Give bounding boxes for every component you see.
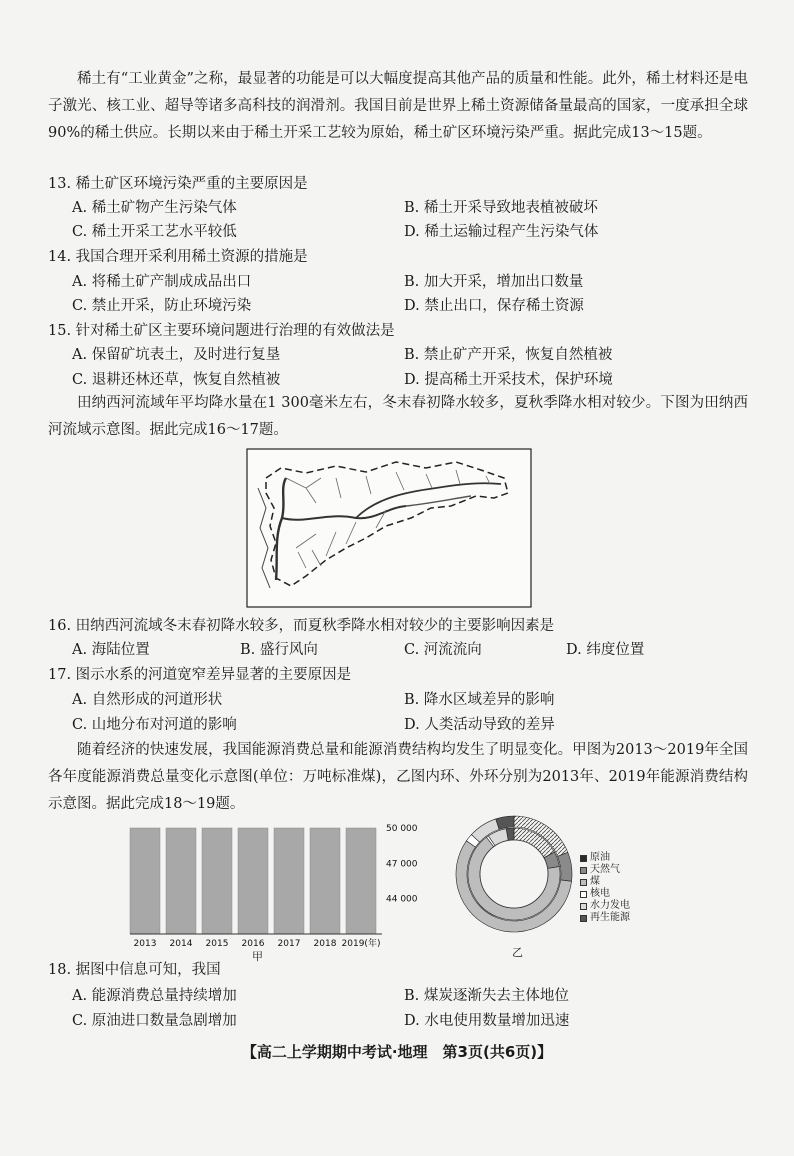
question-16-stem: 16. 田纳西河流域冬末春初降水较多，而夏秋季降水相对较少的主要影响因素是 xyxy=(48,618,555,634)
legend-label-nuclear: 核电 xyxy=(590,888,610,899)
bar-2015 xyxy=(202,828,232,934)
energy-consumption-chart xyxy=(124,822,424,962)
page-footer: 【高二上学期期中考试·地理 第3页(共6页)】 xyxy=(241,1043,553,1061)
question-14-stem: 14. 我国合理开采利用稀土资源的措施是 xyxy=(48,249,308,265)
y-tick-labels-group xyxy=(386,824,418,905)
q15-option-c: C. 退耕还林还草，恢复自然植被 xyxy=(72,372,281,388)
q18-option-b: B. 煤炭逐渐失去主体地位 xyxy=(404,988,569,1004)
q16-option-c: C. 河流流向 xyxy=(404,642,482,658)
x-tick-2014: 2014 xyxy=(169,939,193,949)
q14-option-c: C. 禁止开采，防止环境污染 xyxy=(72,298,252,314)
q16-option-d: D. 纬度位置 xyxy=(566,642,645,658)
energy-structure-donut xyxy=(454,814,574,934)
q14-option-a: A. 将稀土矿产制成成品出口 xyxy=(72,274,252,290)
q16-option-a: A. 海陆位置 xyxy=(72,642,150,658)
y-tick-0: 44 000 xyxy=(386,894,418,905)
legend-item-renewable xyxy=(580,912,630,924)
question-15-stem: 15. 针对稀土矿区主要环境问题进行治理的有效做法是 xyxy=(48,323,395,339)
q17-option-d: D. 人类活动导致的差异 xyxy=(404,717,555,733)
bars-group xyxy=(130,828,376,934)
q18-option-a: A. 能源消费总量持续增加 xyxy=(72,988,237,1004)
x-tick-2017: 2017 xyxy=(277,939,301,949)
q14-option-b: B. 加大开采，增加出口数量 xyxy=(404,274,584,290)
chart-b-caption: 乙 xyxy=(512,946,523,959)
legend-swatch-nuclear xyxy=(580,891,587,898)
bar-2014 xyxy=(166,828,196,934)
q14-option-d: D. 禁止出口，保存稀土资源 xyxy=(404,298,584,314)
q18-option-c: C. 原油进口数量急剧增加 xyxy=(72,1013,237,1029)
legend-label-crude-oil: 原油 xyxy=(590,852,610,863)
legend-item-coal xyxy=(580,876,630,888)
legend-label-hydro: 水力发电 xyxy=(590,900,630,911)
legend-swatch-hydro xyxy=(580,903,587,910)
q13-option-b: B. 稀土开采导致地表植被破坏 xyxy=(404,200,598,216)
q15-option-a: A. 保留矿坑表土，及时进行复垦 xyxy=(72,347,281,363)
x-tick-2019(年): 2019(年) xyxy=(341,939,381,949)
q17-option-a: A. 自然形成的河道形状 xyxy=(72,692,223,708)
x-tick-2013: 2013 xyxy=(133,939,157,949)
bar-2017 xyxy=(274,828,304,934)
passage-16-17: 田纳西河流域年平均降水量在1 300毫米左右，冬末春初降水较多，夏秋季降水相对较少。下图为田纳西河流域示意图。据此完成16～17题。 xyxy=(48,395,748,438)
bar-2019(年) xyxy=(346,828,376,934)
river-basin-map xyxy=(246,448,532,608)
question-18-stem: 18. 据图中信息可知，我国 xyxy=(48,962,221,978)
legend-item-crude-oil xyxy=(580,852,630,864)
legend-label-natural-gas: 天然气 xyxy=(590,864,620,875)
q13-option-a: A. 稀土矿物产生污染气体 xyxy=(72,200,237,216)
bar-2018 xyxy=(310,828,340,934)
y-tick-2: 50 000 xyxy=(386,824,418,834)
q15-option-d: D. 提高稀土开采技术，保护环境 xyxy=(404,372,613,388)
y-tick-1: 47 000 xyxy=(386,859,418,870)
bar-2016 xyxy=(238,828,268,934)
chart-b-legend xyxy=(580,852,630,924)
outer-slice-5 xyxy=(496,816,514,829)
q13-option-c: C. 稀土开采工艺水平较低 xyxy=(72,224,237,240)
legend-swatch-coal xyxy=(580,879,587,886)
legend-swatch-renewable xyxy=(580,915,587,922)
q16-option-b: B. 盛行风向 xyxy=(240,642,318,658)
legend-item-natural-gas xyxy=(580,864,630,876)
legend-swatch-crude-oil xyxy=(580,855,587,862)
legend-label-renewable: 再生能源 xyxy=(590,912,630,923)
q17-option-b: B. 降水区域差异的影响 xyxy=(404,692,555,708)
bar-2013 xyxy=(130,828,160,934)
x-tick-2018: 2018 xyxy=(313,939,337,949)
passage-18-19: 随着经济的快速发展，我国能源消费总量和能源消费结构均发生了明显变化。甲图为2013～2019年全国各年度能源消费总量变化示意图(单位：万吨标准煤)，乙图内环、外环分别为2013年、2019年能源消费结构示意图。据此完成18～19题。 xyxy=(48,742,748,812)
legend-item-nuclear xyxy=(580,888,630,900)
q13-option-d: D. 稀土运输过程产生污染气体 xyxy=(404,224,599,240)
question-17-stem: 17. 图示水系的河道宽窄差异显著的主要原因是 xyxy=(48,667,352,683)
q18-option-d: D. 水电使用数量增加迅速 xyxy=(404,1013,570,1029)
chart-a-caption: 甲 xyxy=(252,950,263,963)
x-tick-2015: 2015 xyxy=(205,939,229,949)
donut-center xyxy=(480,840,548,908)
passage-13-15: 稀土有“工业黄金”之称，最显著的功能是可以大幅度提高其他产品的质量和性能。此外，稀土材料还是电子激光、核工业、超导等诸多高科技的润滑剂。我国目前是世界上稀土资源储备量最高的国家，一度承担全球90%的稀土供应。长期以来由于稀土开采工艺较为原始，稀土矿区环境污染严重。据此完成13～15题。 xyxy=(48,71,748,141)
legend-swatch-natural-gas xyxy=(580,867,587,874)
q17-option-c: C. 山地分布对河道的影响 xyxy=(72,717,237,733)
q15-option-b: B. 禁止矿产开采，恢复自然植被 xyxy=(404,347,613,363)
question-13-stem: 13. 稀土矿区环境污染严重的主要原因是 xyxy=(48,176,308,192)
legend-item-hydro xyxy=(580,900,630,912)
x-tick-2016: 2016 xyxy=(241,939,265,949)
legend-label-coal: 煤 xyxy=(590,876,600,887)
